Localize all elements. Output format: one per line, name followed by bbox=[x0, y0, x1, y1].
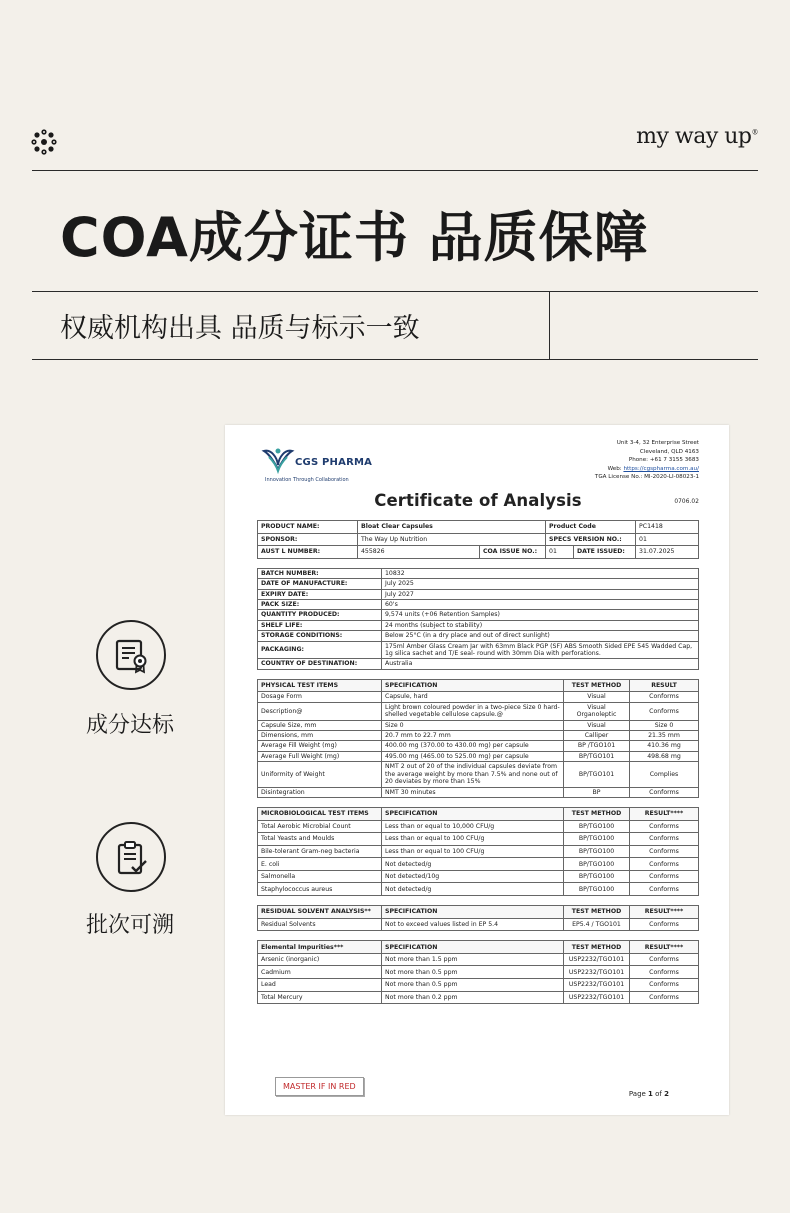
badge-label-ingredients: 成分达标 bbox=[85, 713, 174, 738]
certificate-header bbox=[257, 439, 699, 485]
product-info-table bbox=[257, 520, 699, 559]
aust-l-label: AUST L NUMBER: bbox=[258, 546, 358, 559]
table-row bbox=[258, 568, 699, 578]
table-cell: USP2232/TGO101 bbox=[564, 953, 630, 966]
table-cell: Average Fill Weight (mg) bbox=[258, 741, 382, 751]
table-cell: Size 0 bbox=[382, 720, 564, 730]
certificate-title-text: Certificate of Analysis bbox=[374, 491, 582, 510]
table-cell: Visual Organoleptic bbox=[564, 702, 630, 720]
table-cell: Not detected/10g bbox=[382, 870, 564, 883]
batch-info-table bbox=[257, 568, 699, 670]
table-cell: Conforms bbox=[630, 883, 699, 896]
table-cell: BP/TGO100 bbox=[564, 833, 630, 846]
table-cell: Not more than 1.5 ppm bbox=[382, 953, 564, 966]
table-cell: BP/TGO100 bbox=[564, 845, 630, 858]
table-cell: Arsenic (inorganic) bbox=[258, 953, 382, 966]
table-row bbox=[258, 702, 699, 720]
column-header: TEST METHOD bbox=[564, 941, 630, 954]
table-cell: Light brown coloured powder in a two-piece Size 0 hard-shelled vegetable cellulose capsule.@ bbox=[382, 702, 564, 720]
table-row bbox=[258, 720, 699, 730]
master-stamp: MASTER IF IN RED bbox=[275, 1077, 364, 1096]
table-cell: COUNTRY OF DESTINATION: bbox=[258, 659, 382, 669]
table-cell: Salmonella bbox=[258, 870, 382, 883]
table-cell: Complies bbox=[630, 762, 699, 787]
microbiological-tests-table bbox=[257, 807, 699, 896]
sponsor-label: SPONSOR: bbox=[258, 533, 358, 546]
column-header: RESIDUAL SOLVENT ANALYSIS** bbox=[258, 906, 382, 919]
table-row bbox=[258, 579, 699, 589]
table-row bbox=[258, 631, 699, 641]
certificate-icon bbox=[113, 637, 151, 675]
table-row bbox=[258, 751, 699, 761]
specs-version-value: 01 bbox=[636, 533, 699, 546]
cgs-logo-icon bbox=[261, 445, 295, 475]
table-row bbox=[258, 762, 699, 787]
table-cell: Below 25°C (in a dry place and out of direct sunlight) bbox=[382, 631, 699, 641]
table-row bbox=[258, 731, 699, 741]
company-address bbox=[595, 439, 699, 482]
table-cell: 10832 bbox=[382, 568, 699, 578]
table-row bbox=[258, 870, 699, 883]
cgs-company-name: CGS PHARMA bbox=[295, 457, 373, 468]
table-cell: USP2232/TGO101 bbox=[564, 991, 630, 1004]
column-header: RESULT**** bbox=[630, 906, 699, 919]
table-cell: Capsule, hard bbox=[382, 692, 564, 702]
aust-l-value: 455826 bbox=[358, 546, 480, 559]
traceability-badge bbox=[96, 822, 166, 892]
table-cell: Less than or equal to 10,000 CFU/g bbox=[382, 820, 564, 833]
table-row bbox=[258, 600, 699, 610]
table-cell: EP5.4 / TGO101 bbox=[564, 918, 630, 931]
table-cell: BP/TGO101 bbox=[564, 751, 630, 761]
table-cell: PACKAGING: bbox=[258, 641, 382, 659]
clipboard-check-icon bbox=[113, 839, 151, 877]
table-cell: BP bbox=[564, 787, 630, 797]
brand-mark: ® bbox=[751, 128, 758, 137]
column-header: SPECIFICATION bbox=[382, 941, 564, 954]
date-issued-value: 31.07.2025 bbox=[636, 546, 699, 559]
column-header: RESULT**** bbox=[630, 941, 699, 954]
table-row bbox=[258, 858, 699, 871]
table-cell: NMT 2 out of 20 of the individual capsules deviate from the average weight by more than 7.5% and none out of 20 deviates by more than 15% bbox=[382, 762, 564, 787]
address-line: TGA License No.: MI-2020-LI-08023-1 bbox=[594, 474, 699, 481]
table-header-row bbox=[258, 941, 699, 954]
page-title: COA成分证书 品质保障 bbox=[60, 206, 649, 269]
table-cell: July 2025 bbox=[382, 579, 699, 589]
badge-label-traceable: 批次可溯 bbox=[85, 913, 174, 938]
document-number: 0706.02 bbox=[674, 499, 699, 505]
table-cell: 24 months (subject to stability) bbox=[382, 620, 699, 630]
table-cell: Total Yeasts and Moulds bbox=[258, 833, 382, 846]
table-row bbox=[258, 966, 699, 979]
column-header: TEST METHOD bbox=[564, 906, 630, 919]
table-cell: BP/TGO100 bbox=[564, 883, 630, 896]
table-cell: BP /TGO101 bbox=[564, 741, 630, 751]
table-cell: Conforms bbox=[630, 979, 699, 992]
table-cell: BATCH NUMBER: bbox=[258, 568, 382, 578]
table-row bbox=[258, 787, 699, 797]
address-line: Cleveland, QLD 4163 bbox=[639, 448, 699, 455]
table-cell: 60's bbox=[382, 600, 699, 610]
table-row bbox=[258, 918, 699, 931]
address-line: Phone: +61 7 3155 3683 bbox=[628, 457, 699, 464]
table-cell: Less than or equal to 100 CFU/g bbox=[382, 833, 564, 846]
table-cell: Size 0 bbox=[630, 720, 699, 730]
subtitle-bottom-divider bbox=[32, 359, 758, 360]
table-cell: Less than or equal to 100 CFU/g bbox=[382, 845, 564, 858]
address-line: Unit 3-4, 32 Enterprise Street bbox=[616, 440, 699, 446]
table-cell: PACK SIZE: bbox=[258, 600, 382, 610]
page-number bbox=[629, 1090, 669, 1098]
table-cell: Total Aerobic Microbial Count bbox=[258, 820, 382, 833]
table-cell: Disintegration bbox=[258, 787, 382, 797]
subtitle-vertical-divider bbox=[549, 292, 550, 360]
table-row bbox=[258, 991, 699, 1004]
column-header: TEST METHOD bbox=[564, 807, 630, 820]
table-cell: Conforms bbox=[630, 787, 699, 797]
coa-issue-label: COA ISSUE NO.: bbox=[480, 546, 546, 559]
cgs-tagline: Innovation Through Collaboration bbox=[265, 477, 349, 483]
table-row bbox=[258, 833, 699, 846]
table-row bbox=[258, 641, 699, 659]
brand-flower-icon bbox=[30, 128, 58, 156]
table-cell: Conforms bbox=[630, 870, 699, 883]
address-line bbox=[595, 465, 699, 474]
product-name-value: Bloat Clear Capsules bbox=[358, 521, 546, 534]
column-header: MICROBIOLOGICAL TEST ITEMS bbox=[258, 807, 382, 820]
table-cell: 175ml Amber Glass Cream Jar with 63mm Black PGP (SF) ABS Smooth Sided EPE 545 Wadded Cap, 1g silica sachet and T/E seal- round with 30mm Dia with perforations. bbox=[382, 641, 699, 659]
table-cell: Conforms bbox=[630, 820, 699, 833]
table-cell: QUANTITY PRODUCED: bbox=[258, 610, 382, 620]
table-cell: USP2232/TGO101 bbox=[564, 979, 630, 992]
table-cell: Not more than 0.2 ppm bbox=[382, 991, 564, 1004]
table-cell: Bile-tolerant Gram-neg bacteria bbox=[258, 845, 382, 858]
table-cell: 20.7 mm to 22.7 mm bbox=[382, 731, 564, 741]
table-cell: DATE OF MANUFACTURE: bbox=[258, 579, 382, 589]
table-row bbox=[258, 692, 699, 702]
table-row bbox=[258, 589, 699, 599]
table-cell: Not to exceed values listed in EP 5.4 bbox=[382, 918, 564, 931]
company-website-link[interactable]: https://cgspharma.com.au/ bbox=[623, 465, 699, 472]
table-cell: July 2027 bbox=[382, 589, 699, 599]
page-separator: of bbox=[652, 1090, 665, 1098]
table-cell: Staphylococcus aureus bbox=[258, 883, 382, 896]
table-cell: Conforms bbox=[630, 833, 699, 846]
table-cell: Visual bbox=[564, 720, 630, 730]
product-code-value: PC1418 bbox=[636, 521, 699, 534]
date-issued-label: DATE ISSUED: bbox=[574, 546, 636, 559]
table-cell: Uniformity of Weight bbox=[258, 762, 382, 787]
table-cell: 21.35 mm bbox=[630, 731, 699, 741]
table-cell: STORAGE CONDITIONS: bbox=[258, 631, 382, 641]
table-cell: 400.00 mg (370.00 to 430.00 mg) per capsule bbox=[382, 741, 564, 751]
table-cell: Not more than 0.5 ppm bbox=[382, 966, 564, 979]
table-cell: Total Mercury bbox=[258, 991, 382, 1004]
elemental-impurities-table bbox=[257, 940, 699, 1004]
column-header: TEST METHOD bbox=[564, 679, 630, 692]
page-prefix: Page bbox=[628, 1090, 649, 1098]
certificate-title bbox=[257, 491, 699, 510]
table-cell: Not detected/g bbox=[382, 858, 564, 871]
table-cell: Conforms bbox=[630, 858, 699, 871]
table-header-row bbox=[258, 807, 699, 820]
table-row bbox=[258, 620, 699, 630]
table-cell: Conforms bbox=[630, 918, 699, 931]
table-cell: Cadmium bbox=[258, 966, 382, 979]
table-cell: 9,574 units (+06 Retention Samples) bbox=[382, 610, 699, 620]
column-header: PHYSICAL TEST ITEMS bbox=[258, 679, 382, 692]
top-divider bbox=[32, 170, 758, 171]
brand-name[interactable] bbox=[636, 124, 758, 149]
residual-solvent-table bbox=[257, 905, 699, 931]
column-header: SPECIFICATION bbox=[382, 807, 564, 820]
table-header-row bbox=[258, 679, 699, 692]
table-cell: Lead bbox=[258, 979, 382, 992]
table-cell: BP/TGO101 bbox=[564, 762, 630, 787]
certificate-document bbox=[225, 425, 729, 1115]
table-cell: Conforms bbox=[630, 702, 699, 720]
table-cell: Average Full Weight (mg) bbox=[258, 751, 382, 761]
physical-tests-table bbox=[257, 679, 699, 798]
table-cell: NMT 30 minutes bbox=[382, 787, 564, 797]
table-cell: SHELF LIFE: bbox=[258, 620, 382, 630]
table-cell: Calliper bbox=[564, 731, 630, 741]
page-total: 2 bbox=[664, 1090, 669, 1098]
page-current: 1 bbox=[648, 1090, 653, 1098]
sponsor-value: The Way Up Nutrition bbox=[358, 533, 546, 546]
table-cell: Residual Solvents bbox=[258, 918, 382, 931]
table-cell: Conforms bbox=[630, 953, 699, 966]
column-header: SPECIFICATION bbox=[382, 679, 564, 692]
column-header: SPECIFICATION bbox=[382, 906, 564, 919]
table-row bbox=[258, 845, 699, 858]
table-cell: Conforms bbox=[630, 845, 699, 858]
table-cell: 498.68 mg bbox=[630, 751, 699, 761]
table-cell: Conforms bbox=[630, 966, 699, 979]
table-row bbox=[258, 741, 699, 751]
table-cell: BP/TGO100 bbox=[564, 858, 630, 871]
table-cell: Dimensions, mm bbox=[258, 731, 382, 741]
table-row bbox=[258, 659, 699, 669]
table-cell: 495.00 mg (465.00 to 525.00 mg) per capsule bbox=[382, 751, 564, 761]
table-header-row bbox=[258, 906, 699, 919]
page-subtitle: 权威机构出具 品质与标示一致 bbox=[60, 313, 420, 344]
table-cell: Australia bbox=[382, 659, 699, 669]
table-cell: BP/TGO100 bbox=[564, 870, 630, 883]
table-cell: USP2232/TGO101 bbox=[564, 966, 630, 979]
table-cell: E. coli bbox=[258, 858, 382, 871]
table-cell: Dosage Form bbox=[258, 692, 382, 702]
table-cell: 410.36 mg bbox=[630, 741, 699, 751]
table-cell: Conforms bbox=[630, 692, 699, 702]
coa-issue-value: 01 bbox=[546, 546, 574, 559]
subtitle-top-divider bbox=[32, 291, 758, 292]
column-header: RESULT bbox=[630, 679, 699, 692]
certificate-badge bbox=[96, 620, 166, 690]
table-cell: Not detected/g bbox=[382, 883, 564, 896]
table-cell: BP/TGO100 bbox=[564, 820, 630, 833]
table-row bbox=[258, 953, 699, 966]
address-web-label: Web: bbox=[607, 465, 624, 472]
table-cell: Conforms bbox=[630, 991, 699, 1004]
table-row bbox=[258, 979, 699, 992]
table-cell: Capsule Size, mm bbox=[258, 720, 382, 730]
product-code-label: Product Code bbox=[546, 521, 636, 534]
column-header: Elemental Impurities*** bbox=[258, 941, 382, 954]
table-row bbox=[258, 883, 699, 896]
table-row bbox=[258, 820, 699, 833]
column-header: RESULT**** bbox=[630, 807, 699, 820]
product-name-label: PRODUCT NAME: bbox=[258, 521, 358, 534]
table-row bbox=[258, 610, 699, 620]
table-cell: Description@ bbox=[258, 702, 382, 720]
brand-text: my way up bbox=[636, 124, 752, 149]
table-cell: EXPIRY DATE: bbox=[258, 589, 382, 599]
table-cell: Visual bbox=[564, 692, 630, 702]
specs-version-label: SPECS VERSION NO.: bbox=[546, 533, 636, 546]
table-cell: Not more than 0.5 ppm bbox=[382, 979, 564, 992]
